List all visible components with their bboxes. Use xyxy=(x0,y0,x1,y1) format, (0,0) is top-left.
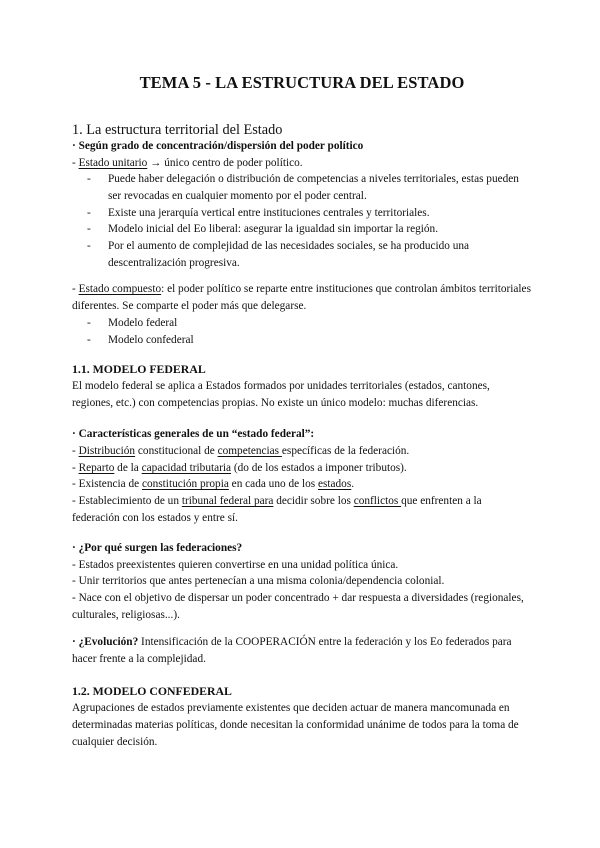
section-subheading: · Según grado de concentración/dispersión del poder político xyxy=(72,140,364,152)
dash: - xyxy=(72,283,79,295)
caracteristica-line xyxy=(72,443,532,460)
evolucion-paragraph xyxy=(72,634,532,668)
caracteristica-line xyxy=(72,493,532,527)
document-title: TEMA 5 - LA ESTRUCTURA DEL ESTADO xyxy=(139,73,465,92)
text-run: - xyxy=(72,462,79,474)
underlined-term: conflictos xyxy=(353,495,402,507)
caracteristica-line xyxy=(72,476,532,493)
porque-heading: · ¿Por qué surgen las federaciones? xyxy=(72,542,243,554)
term-estado-compuesto: Estado compuesto xyxy=(78,283,162,295)
compuesto-definition: : el poder político se reparte entre instituciones que controlan ámbitos territoriales diferentes. Se comparte el poder más que delegarse. xyxy=(72,283,531,312)
estado-compuesto-paragraph xyxy=(72,281,532,315)
underlined-term: Reparto xyxy=(78,462,115,474)
text-run: en cada uno de los xyxy=(228,478,318,490)
dash: - xyxy=(72,157,79,169)
compuesto-list xyxy=(72,315,532,349)
text-run: - Existencia de xyxy=(72,478,142,490)
text-run: decidir sobre los xyxy=(273,495,354,507)
underlined-term: capacidad tributaria xyxy=(141,462,232,474)
text-run: específicas de la federación. xyxy=(281,445,410,457)
estado-unitario-line xyxy=(72,155,532,172)
federal-intro: El modelo federal se aplica a Estados formados por unidades territoriales (estados, cantones, regiones, etc.) con competencias propias. No existe un único modelo: muchas diferencias. xyxy=(72,380,490,409)
term-estado-unitario: Estado unitario xyxy=(78,157,148,169)
evolucion-label: · ¿Evolución? xyxy=(72,636,139,648)
text-run: que enfrenten a la federación con los estados y entre sí. xyxy=(72,495,482,524)
caracteristicas-heading: · Características generales de un “estado federal”: xyxy=(72,428,315,440)
text-run: (do de los estados a imponer tributos). xyxy=(231,462,407,474)
section-heading-federal: 1.1. MODELO FEDERAL xyxy=(72,362,206,376)
unitario-list xyxy=(72,171,532,272)
list-item: - Modelo inicial del Eo liberal: asegurar la igualdad sin importar la región. xyxy=(72,221,532,238)
evolucion-text: Intensificación de la COOPERACIÓN entre la federación y los Eo federados para hacer frente a la complejidad. xyxy=(72,636,512,665)
text-run: . xyxy=(351,478,355,490)
text-run: - xyxy=(72,445,79,457)
porque-line: - Estados preexistentes quieren convertirse en una unidad política única. xyxy=(72,559,399,571)
list-item: - Modelo federal xyxy=(72,315,532,332)
unitario-definition: → único centro de poder político. xyxy=(147,157,303,169)
underlined-term: estados xyxy=(317,478,352,490)
porque-line: - Unir territorios que antes pertenecían a una misma colonia/dependencia colonial. xyxy=(72,575,445,587)
list-item: - Puede haber delegación o distribución de competencias a niveles territoriales, estas pueden ser revocadas en cualquier momento por el poder central. xyxy=(72,171,532,205)
list-item: - Por el aumento de complejidad de las necesidades sociales, se ha producido una descentralización progresiva. xyxy=(72,238,532,272)
underlined-term: Distribución xyxy=(78,445,136,457)
section-heading-confederal: 1.2. MODELO CONFEDERAL xyxy=(72,684,232,698)
list-item: - Existe una jerarquía vertical entre instituciones centrales y territoriales. xyxy=(72,205,532,222)
porque-line: - Nace con el objetivo de dispersar un poder concentrado + dar respuesta a diversidades (regionales, culturales, religiosas...). xyxy=(72,592,524,621)
text-run: de la xyxy=(114,462,142,474)
list-item: - Modelo confederal xyxy=(72,332,532,349)
section-heading-1: 1. La estructura territorial del Estado xyxy=(72,122,283,138)
underlined-term: competencias xyxy=(217,445,282,457)
caracteristica-line xyxy=(72,460,532,477)
underlined-term: tribunal federal para xyxy=(181,495,274,507)
text-run: - Establecimiento de un xyxy=(72,495,182,507)
text-run: constitucional de xyxy=(135,445,218,457)
confederal-text: Agrupaciones de estados previamente existentes que deciden actuar de manera mancomunada en determinadas materias políticas, donde necesitan la conformidad unánime de todos para la toma de cualquier decisión. xyxy=(72,702,519,748)
underlined-term: constitución propia xyxy=(141,478,229,490)
